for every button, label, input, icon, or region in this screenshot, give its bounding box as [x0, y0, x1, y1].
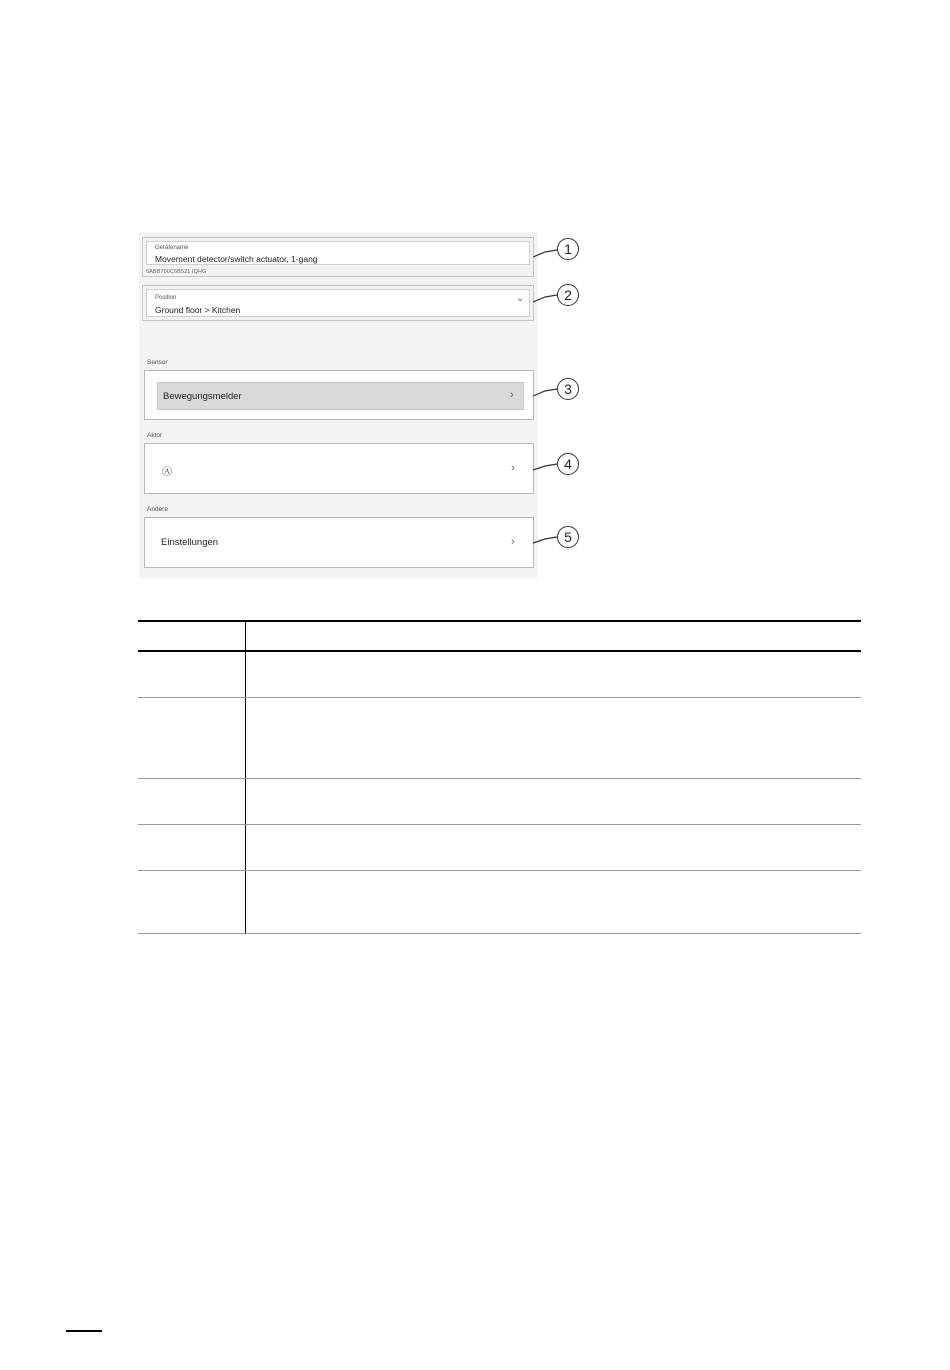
legend-table: [138, 620, 861, 934]
callout-3: 3: [557, 378, 579, 400]
table-cell: [246, 697, 862, 778]
table-row: [138, 870, 861, 933]
leader-line-1: [533, 250, 557, 257]
table-cell: [138, 778, 246, 824]
chevron-right-icon: ›: [510, 389, 514, 401]
leader-line-2: [533, 295, 557, 302]
footer-rule: [66, 1330, 102, 1332]
settings-row-label: Einstellungen: [161, 537, 219, 548]
device-name-value: Movement detector/switch actuator, 1-gang: [155, 254, 318, 264]
table-cell: [138, 651, 246, 697]
table-cell: [246, 778, 862, 824]
chevron-right-icon: ›: [511, 462, 515, 474]
table-cell: [138, 697, 246, 778]
chevron-right-icon: ›: [511, 536, 515, 548]
position-value: Ground floor > Kitchen: [155, 305, 241, 315]
table-cell: [138, 824, 246, 870]
callout-2: 2: [557, 284, 579, 306]
callout-5: 5: [557, 526, 579, 548]
device-name-label: Gerätename: [155, 245, 189, 251]
legend-header-cell: [138, 621, 246, 651]
table-row: [138, 824, 861, 870]
actuator-icon: Ⓐ: [162, 467, 172, 478]
device-id: 6ABB700C6B521 IQHG: [146, 269, 207, 275]
legend-header-row: [138, 621, 861, 651]
callout-1: 1: [557, 238, 579, 260]
table-row: [138, 697, 861, 778]
chevron-down-icon: ⌄: [516, 293, 525, 304]
section-label-other: Andere: [147, 506, 168, 513]
legend-header-cell: [246, 621, 862, 651]
position-label: Position: [155, 295, 177, 301]
table-row: [138, 651, 861, 697]
leader-line-3: [533, 389, 557, 396]
table-cell: [246, 824, 862, 870]
table-cell: [138, 870, 246, 933]
sensor-row-label: Bewegungsmelder: [163, 391, 242, 402]
section-label-actuator: Aktor: [147, 432, 163, 439]
table-cell: [246, 870, 862, 933]
section-label-sensor: Sensor: [147, 359, 168, 366]
table-cell: [246, 651, 862, 697]
callout-4: 4: [557, 453, 579, 475]
leader-line-5: [533, 537, 557, 543]
leader-line-4: [533, 464, 557, 470]
table-row: [138, 778, 861, 824]
